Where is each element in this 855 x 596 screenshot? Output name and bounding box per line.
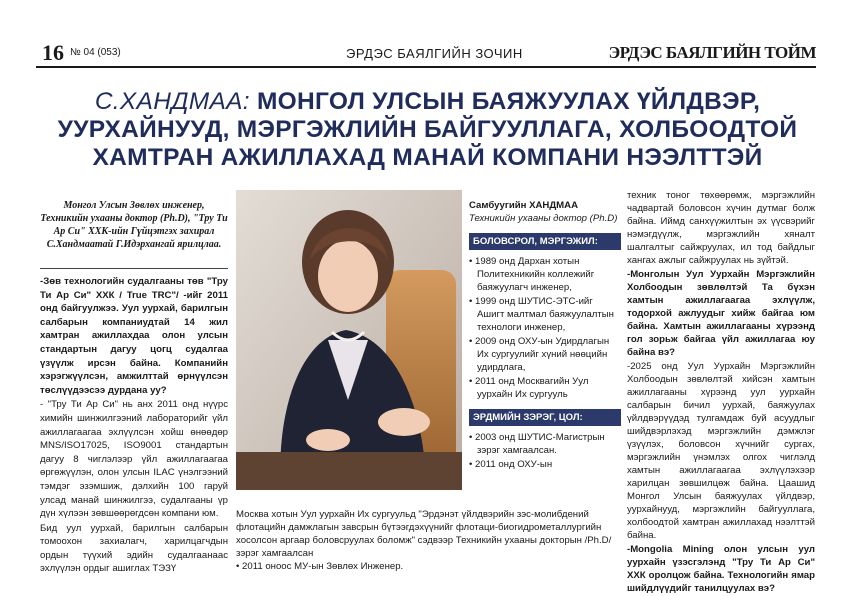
education-heading: БОЛОВСРОЛ, МЭРГЭЖИЛ: [469, 233, 621, 250]
list-item: • 1989 онд Дархан хотын Политехникийн коллежийг баяжуулагч инженер, [469, 256, 595, 293]
left-column [40, 275, 228, 577]
answer-1-continued: Бид уул уурхай, барилгын салбарын томоохон захиалагч, харилцагчдын ордын түүхий эдийн судалгаанаас эхлүүлэн ордыг ашиглах ТЭЗҮ [40, 522, 228, 575]
list-item: • 2009 онд ОХУ-ын Удирдлагын Их сургуулийг хүний нөөцийн удирдлага, [469, 336, 610, 373]
list-item: • 2011 онд Москвагийн Уул уурхайн Их сургууль [469, 376, 589, 400]
page-header [36, 36, 816, 70]
headline [40, 88, 815, 172]
degree-list [469, 431, 621, 471]
question-2: -Монголын Уул Уурхайн Мэргэжлийн Холбоодын зөвлөлтэй Та бүхэн хамтын ажиллагаагаа эхлүүлж, тодорхой ажлуудыг хийж байгаа юм байна. Хамтын ажиллагааны хүрээнд гол зорьж байгаа үйл ажиллагаа юу байна вэ? [627, 269, 815, 358]
headline-line-2: УУРХАЙНУУД, МЭРГЭЖЛИЙН БАЙГУУЛЛАГА, ХОЛБООДТОЙ [57, 116, 798, 143]
question-1: -Зөв технологийн судалгааны төв "Тру Ти Ар Си" ХХК / True TRC"/ -ийг 2011 онд байгуулжээ. Уул уурхай, барилгын салбарын компаниудтай 14 жил хамтран ажиллахдаа олон улсын стандартын дагуу цогц судалгаа үзүүлж ирсэн байна. Компанийн хэрэгжүүлсэн, амжилттай өрнүүлсэн төслүүдээсээ дурдана уу? [40, 276, 228, 396]
education-list [469, 255, 621, 401]
section-title: ЭРДЭС БАЯЛГИЙН ЗОЧИН [346, 46, 523, 61]
right-column [627, 189, 815, 596]
answer-2: -2025 онд Уул Уурхайн Мэргэжлийн Холбоодын зөвлөлтэй хийсэн хамтын ажиллагааны хүрээнд уул уурхайн салбарын бичил уурхай, баяжуулах үйлдвэрүүдэд тулгамдаж буй асуудлыг шийдвэрлэхэд мэргэжлийн дэмжлэг үзүүлэх, боловсон хүчнийг сургах, мэргэжлийн үнэмлэх олгох чиглэлд хамтын ажиллагаагаа эхлүүлэхээр харилцан зөвшилцөж байна. Цаашид Монгол Улсын баяжуулах үйлдвэр, уурхайнууд, мэргэжлийн байгууллага, холбоодтой хамтран ажиллахад нээлттэй байна. [627, 361, 815, 541]
bio-role: Техникийн ухааны доктор (Ph.D) [469, 213, 618, 224]
list-item: • 2003 онд ШУТИС-Магистрын зэрэг хамгаалсан. [469, 432, 605, 456]
issue-number: № 04 (053) [70, 47, 121, 58]
header-rule [36, 66, 816, 68]
portrait-illustration [236, 190, 462, 490]
column-rule [40, 268, 228, 269]
page-number: 16 [42, 40, 64, 65]
lead-paragraph: Монгол Улсын Зөвлөх инженер, Техникийн ухааны доктор (Ph.D), "Тру Ти Ар Си" ХХК-ийн Гүйцэтгэх захирал С.Хандмаатай Г.Идэрхангай ярилцлаа. [40, 200, 228, 250]
bio-name: Самбуугийн ХАНДМАА [469, 200, 579, 211]
consultant-line: • 2011 оноос МУ-ын Зөвлөх Инженер. [236, 561, 404, 572]
list-item: • 2011 онд ОХУ-ын [469, 459, 553, 470]
list-item: • 1999 онд ШУТИС-ЭТС-ийг Ашигт малтмал баяжуулалтын технологи инженер, [469, 296, 614, 333]
answer-1: - "Тру Ти Ар Си" нь анх 2011 онд нүүрс химийн шинжилгээний лабораторийг үйл ажиллагаагаа эхлүүлсэн хойш өнөөдөр MNS/ISO17025, ISO9001 стандартын дагуу 8 чиглэлээр үйл ажиллагаагаа өргөжүүлэн, олон улсын ILAC үнэлгээний тэмдэг эзэмшиж, дэлхийн 100 гаруй улсад манай шинжилгээ, судалгааны үр дүн хүлээн зөвшөөрөгдсөн компани юм. [40, 399, 228, 520]
degree-heading: ЭРДМИЙН ЗЭРЭГ, ЦОЛ: [469, 409, 621, 426]
degree-detail: Москва хотын Уул уурхайн Их сургуульд "Эрдэнэт үйлдвэрийн зэс-молибдений флотацийн дамжлагын завсрын бүтээгдэхүүнийг флотаци-биогидрометаллургийн хосолсон аргаар боловсруулах боломж" сэдвээр Техникийн ухааны докторын /Ph.D/ зэрэг хамгаалсан [236, 509, 612, 559]
bio-continuation [236, 508, 621, 573]
bio-box [469, 199, 621, 472]
headline-line-1: МОНГОЛ УЛСЫН БАЯЖУУЛАХ ҮЙЛДВЭР, [256, 88, 761, 115]
magazine-brand: ЭРДЭС БАЯЛГИЙН ТОЙМ [608, 43, 816, 62]
headline-line-3: ХАМТРАН АЖИЛЛАХАД МАНАЙ КОМПАНИ НЭЭЛТТЭЙ [92, 144, 763, 171]
portrait-photo [236, 190, 462, 490]
paragraph-continued: техник тоног төхөөрөмж, мэргэжлийн чадвартай боловсон хүчин дутмаг болж байна. Иймд санхүүжилтын эх үүсвэрийг нэмэгдүүлж, мэргэжлийн хяналт шалгалтыг сайжруулах, ил тод байдлыг хангах ажлыг сайжруулах нь зүйтэй. [627, 190, 815, 266]
question-3: -Mongolia Mining олон улсын уул уурхайн үзэсгэлэнд "Тру Ти Ар Си" ХХК оролцож байна. Технологийн ямар шийдлүүдийг танилцуулах вэ? [627, 544, 815, 594]
headline-author: С.ХАНДМАА: [94, 88, 250, 115]
